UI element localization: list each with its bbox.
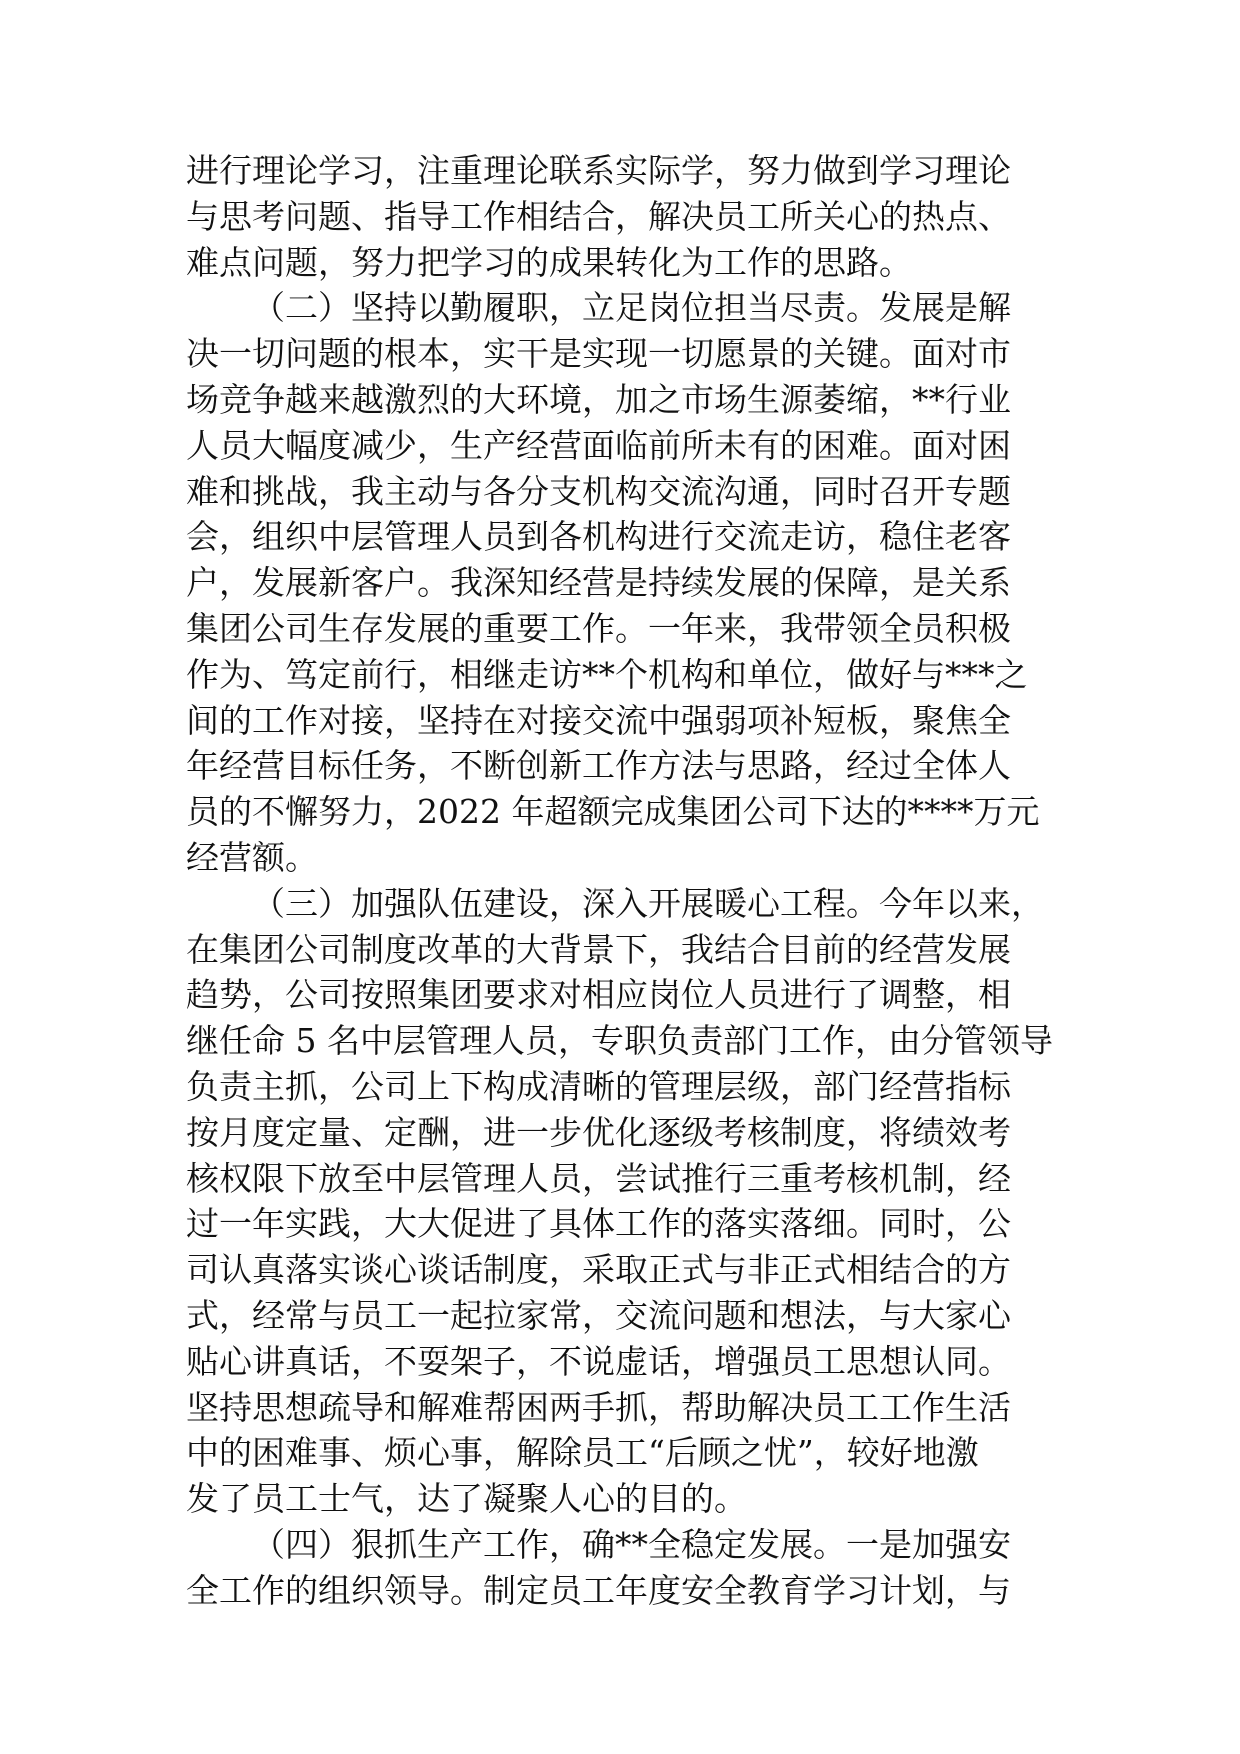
text-line: 按月度定量、定酬，进一步优化逐级考核制度，将绩效考 — [186, 1112, 1011, 1152]
text-line: 全工作的组织领导。制定员工年度安全教育学习计划，与 — [186, 1570, 1011, 1610]
text-line: 在集团公司制度改革的大背景下，我结合目前的经营发展 — [186, 929, 1011, 969]
text-line: （二）坚持以勤履职，立足岗位担当尽责。发展是解 — [252, 288, 1011, 328]
document-body — [186, 148, 1076, 1614]
text-line: 过一年实践，大大促进了具体工作的落实落细。同时，公 — [186, 1204, 1011, 1244]
text-line: 坚持思想疏导和解难帮困两手抓，帮助解决员工工作生活 — [186, 1387, 1011, 1427]
text-line: 贴心讲真话，不耍架子，不说虚话，增强员工思想认同。 — [186, 1341, 1011, 1381]
text-line: 进行理论学习，注重理论联系实际学，努力做到学习理论 — [186, 151, 1011, 190]
text-line: （三）加强队伍建设，深入开展暖心工程。今年以来， — [252, 883, 1044, 923]
text-line: 中的困难事、烦心事，解除员工“后顾之忧”，较好地激 — [186, 1433, 979, 1473]
text-line: 作为、笃定前行，相继走访**个机构和单位，做好与***之 — [186, 654, 1028, 694]
text-line: 场竞争越来越激烈的大环境，加之市场生源萎缩，**行业 — [186, 379, 1011, 419]
text-line: 年经营目标任务，不断创新工作方法与思路，经过全体人 — [186, 746, 1011, 786]
text-line: 间的工作对接，坚持在对接交流中强弱项补短板，聚焦全 — [186, 700, 1011, 740]
text-line: 发了员工士气，达了凝聚人心的目的。 — [186, 1479, 747, 1519]
text-line: 难点问题，努力把学习的成果转化为工作的思路。 — [186, 242, 912, 282]
text-line: 决一切问题的根本，实干是实现一切愿景的关键。面对市 — [186, 334, 1011, 374]
text-line: 难和挑战，我主动与各分支机构交流沟通，同时召开专题 — [186, 471, 1011, 511]
text-line: 趋势，公司按照集团要求对相应岗位人员进行了调整，相 — [186, 975, 1011, 1015]
text-line: 经营额。 — [186, 837, 318, 877]
text-line: 会，组织中层管理人员到各机构进行交流走访，稳住老客 — [186, 517, 1011, 557]
text-line: 负责主抓，公司上下构成清晰的管理层级，部门经营指标 — [186, 1066, 1011, 1106]
text-line: 司认真落实谈心谈话制度，采取正式与非正式相结合的方 — [186, 1250, 1011, 1290]
text-line: 人员大幅度减少，生产经营面临前所未有的困难。面对困 — [186, 425, 1011, 465]
text-line: 式，经常与员工一起拉家常，交流问题和想法，与大家心 — [186, 1295, 1011, 1335]
text-line: 与思考问题、指导工作相结合，解决员工所关心的热点、 — [186, 196, 1011, 236]
text-line: （四）狠抓生产工作，确**全稳定发展。一是加强安 — [252, 1524, 1011, 1564]
text-line: 核权限下放至中层管理人员，尝试推行三重考核机制，经 — [186, 1158, 1011, 1198]
text-line: 员的不懈努力，2022 年超额完成集团公司下达的****万元 — [186, 792, 1040, 832]
text-line: 户，发展新客户。我深知经营是持续发展的保障，是关系 — [186, 563, 1011, 603]
text-line: 集团公司生存发展的重要工作。一年来，我带领全员积极 — [186, 608, 1011, 648]
text-line: 继任命 5 名中层管理人员，专职负责部门工作，由分管领导 — [186, 1021, 1053, 1061]
